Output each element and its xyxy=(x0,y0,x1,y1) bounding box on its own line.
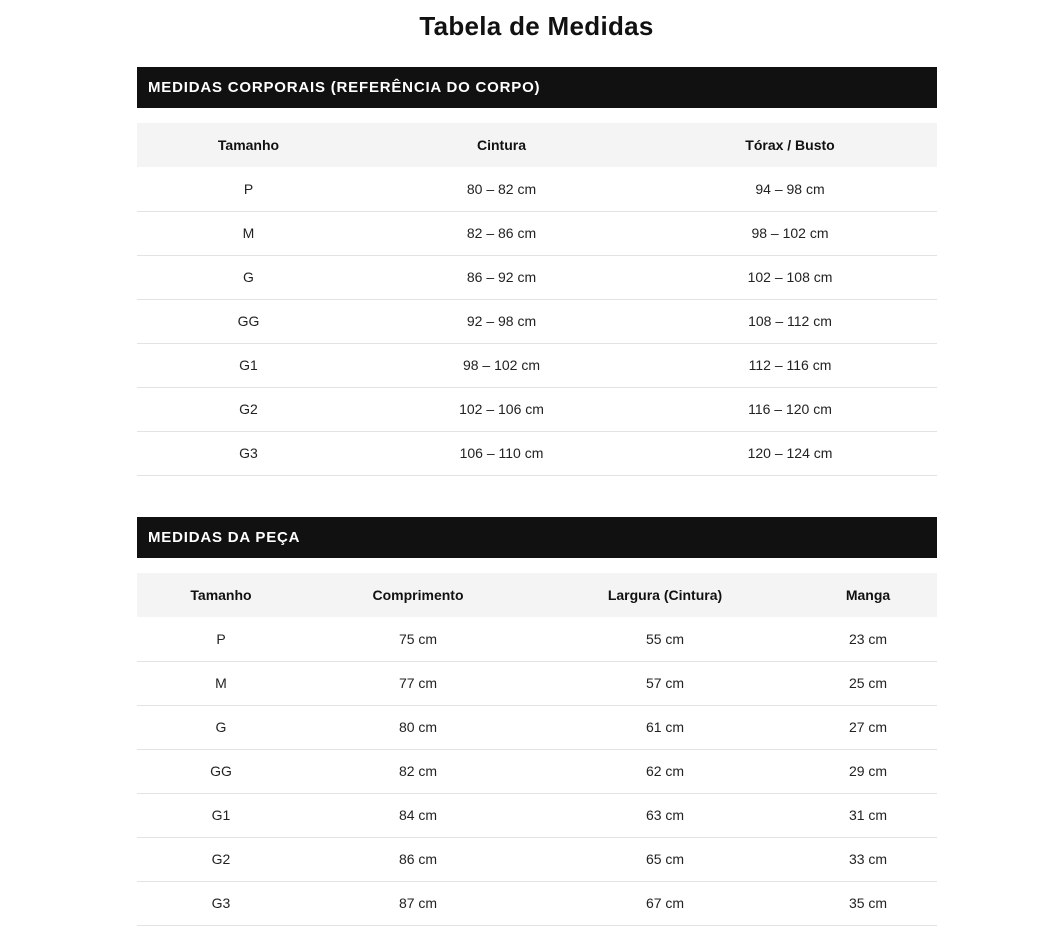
size-cell: G1 xyxy=(211,807,231,823)
waist-cell: 92 – 98 cm xyxy=(466,313,537,329)
size-cell: G2 xyxy=(211,851,231,867)
length-cell: 87 cm xyxy=(398,895,438,911)
column-header-waist: Cintura xyxy=(477,137,526,153)
page-title: Tabela de Medidas xyxy=(419,11,654,41)
body-measurements-table xyxy=(137,123,937,476)
sleeve-cell: 27 cm xyxy=(848,719,888,735)
sleeve-cell: 33 cm xyxy=(848,851,888,867)
table-row xyxy=(137,387,937,431)
length-cell: 77 cm xyxy=(398,675,438,691)
size-cell: GG xyxy=(210,763,232,779)
garment-measurements-title: MEDIDAS DA PEÇA xyxy=(137,517,937,558)
size-cell: G3 xyxy=(211,895,231,911)
size-cell: G3 xyxy=(239,445,258,461)
table-row xyxy=(137,793,937,837)
table-row xyxy=(137,661,937,705)
table-row xyxy=(137,167,937,211)
waist-cell: 82 – 86 cm xyxy=(466,225,537,241)
chest-cell: 94 – 98 cm xyxy=(755,180,825,197)
waist-cell: 80 – 82 cm xyxy=(466,180,537,197)
width-cell: 57 cm xyxy=(645,675,685,691)
table-row xyxy=(137,431,937,475)
table-row xyxy=(137,343,937,387)
size-cell: G2 xyxy=(239,401,258,417)
size-cell: M xyxy=(242,225,255,241)
chest-cell: 112 – 116 cm xyxy=(748,357,832,373)
width-cell: 65 cm xyxy=(645,851,685,867)
length-cell: 75 cm xyxy=(398,630,438,647)
size-cell: P xyxy=(216,630,226,647)
table-row xyxy=(137,705,937,749)
sleeve-cell: 23 cm xyxy=(848,630,888,647)
table-row xyxy=(137,255,937,299)
waist-cell: 106 – 110 cm xyxy=(459,445,544,461)
width-cell: 62 cm xyxy=(645,763,685,779)
table-row xyxy=(137,211,937,255)
size-cell: M xyxy=(215,675,227,691)
waist-cell: 102 – 106 cm xyxy=(459,401,544,417)
size-cell: GG xyxy=(237,313,260,329)
body-measurements-section xyxy=(137,67,937,476)
waist-cell: 98 – 102 cm xyxy=(462,357,541,373)
chest-cell: 102 – 108 cm xyxy=(747,269,833,285)
table-row xyxy=(137,749,937,793)
column-header-length: Comprimento xyxy=(372,587,464,603)
size-cell: G xyxy=(243,269,254,285)
sleeve-cell: 25 cm xyxy=(848,675,888,691)
column-header-size: Tamanho xyxy=(190,587,252,603)
column-header-size: Tamanho xyxy=(217,137,280,153)
length-cell: 80 cm xyxy=(398,719,438,735)
chest-cell: 116 – 120 cm xyxy=(748,401,832,417)
chest-cell: 120 – 124 cm xyxy=(747,445,833,461)
width-cell: 63 cm xyxy=(645,807,685,823)
column-header-chest: Tórax / Busto xyxy=(745,137,835,153)
table-row xyxy=(137,617,937,661)
table-row xyxy=(137,837,937,881)
chest-cell: 98 – 102 cm xyxy=(751,225,829,241)
length-cell: 86 cm xyxy=(398,851,438,867)
table-header-row xyxy=(137,573,937,617)
table-row xyxy=(137,299,937,343)
length-cell: 82 cm xyxy=(398,763,438,779)
garment-measurements-section xyxy=(137,517,937,926)
waist-cell: 86 – 92 cm xyxy=(466,269,537,285)
size-cell: G xyxy=(215,719,227,735)
sleeve-cell: 29 cm xyxy=(848,763,888,779)
body-measurements-title: MEDIDAS CORPORAIS (REFERÊNCIA DO CORPO) xyxy=(137,67,937,108)
size-cell: P xyxy=(243,180,254,197)
length-cell: 84 cm xyxy=(398,807,438,823)
width-cell: 61 cm xyxy=(645,719,685,735)
column-header-width: Largura (Cintura) xyxy=(607,587,723,603)
table-header-row xyxy=(137,123,937,167)
size-cell: G1 xyxy=(239,357,258,373)
chest-cell: 108 – 112 cm xyxy=(748,313,832,329)
sleeve-cell: 31 cm xyxy=(848,807,888,823)
table-row xyxy=(137,881,937,925)
width-cell: 67 cm xyxy=(645,895,685,911)
width-cell: 55 cm xyxy=(645,630,685,647)
sleeve-cell: 35 cm xyxy=(848,895,888,911)
garment-measurements-table xyxy=(137,573,937,926)
column-header-sleeve: Manga xyxy=(845,587,891,603)
